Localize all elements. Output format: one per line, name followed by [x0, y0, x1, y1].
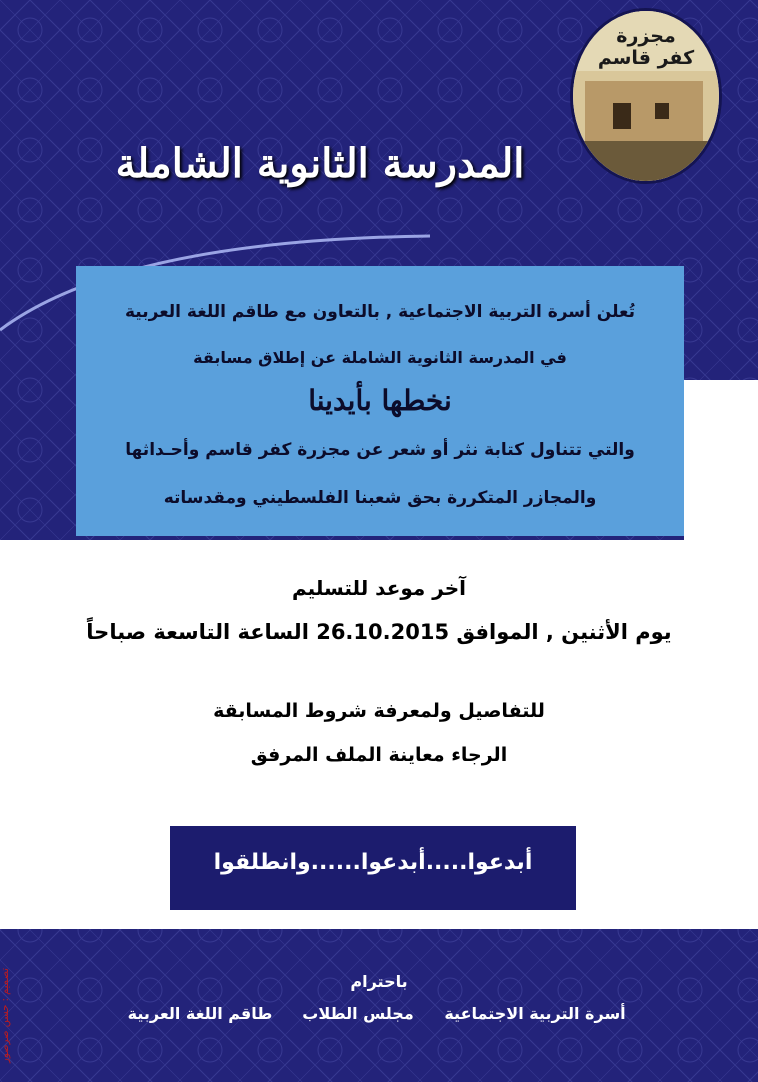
announcement-line-3: والتي تتناول كتابة نثر أو شعر عن مجزرة كفر قاسم وأحـداثها — [125, 440, 635, 460]
announcement-line-1: تُعلن أسرة التربية الاجتماعية , بالتعاون مع طاقم اللغة العربية — [125, 302, 635, 322]
designer-credit: تصميم : حسن صرصور — [0, 967, 11, 1063]
footer-org-student-council: مجلس الطلاب — [302, 1004, 414, 1023]
deadline-date: يوم الأثنين , الموافق 26.10.2015 الساعة التاسعة صباحاً — [86, 620, 672, 644]
announcement-box — [76, 266, 684, 536]
logo-text-line2: كفر قاسم — [597, 47, 695, 69]
footer-org-social-education: أسرة التربية الاجتماعية — [444, 1004, 626, 1023]
slogan-text: أبدعوا.....أبدعوا......وانطلقوا — [213, 850, 533, 875]
logo-text — [573, 25, 719, 69]
logo-text-line1: مجزرة — [616, 25, 676, 47]
contest-name: نخطها بأيدينا — [308, 384, 452, 417]
massacre-logo — [570, 8, 722, 184]
details-line-1: للتفاصيل ولمعرفة شروط المسابقة — [213, 700, 545, 722]
deadline-label: آخر موعد للتسليم — [292, 576, 466, 600]
details-line-2: الرجاء معاينة الملف المرفق — [250, 744, 508, 766]
announcement-line-4: والمجازر المتكررة بحق شعبنا الفلسطيني ومقدساته — [163, 488, 597, 508]
school-title: المدرسة الثانوية الشاملة — [115, 140, 525, 187]
announcement-line-2: في المدرسة الثانوية الشاملة عن إطلاق مسابقة — [193, 348, 567, 367]
slogan-box — [170, 826, 576, 910]
footer-org-arabic-staff: طاقم اللغة العربية — [127, 1004, 273, 1023]
footer-regards: باحترام — [350, 972, 408, 991]
right-white-band — [684, 380, 758, 540]
